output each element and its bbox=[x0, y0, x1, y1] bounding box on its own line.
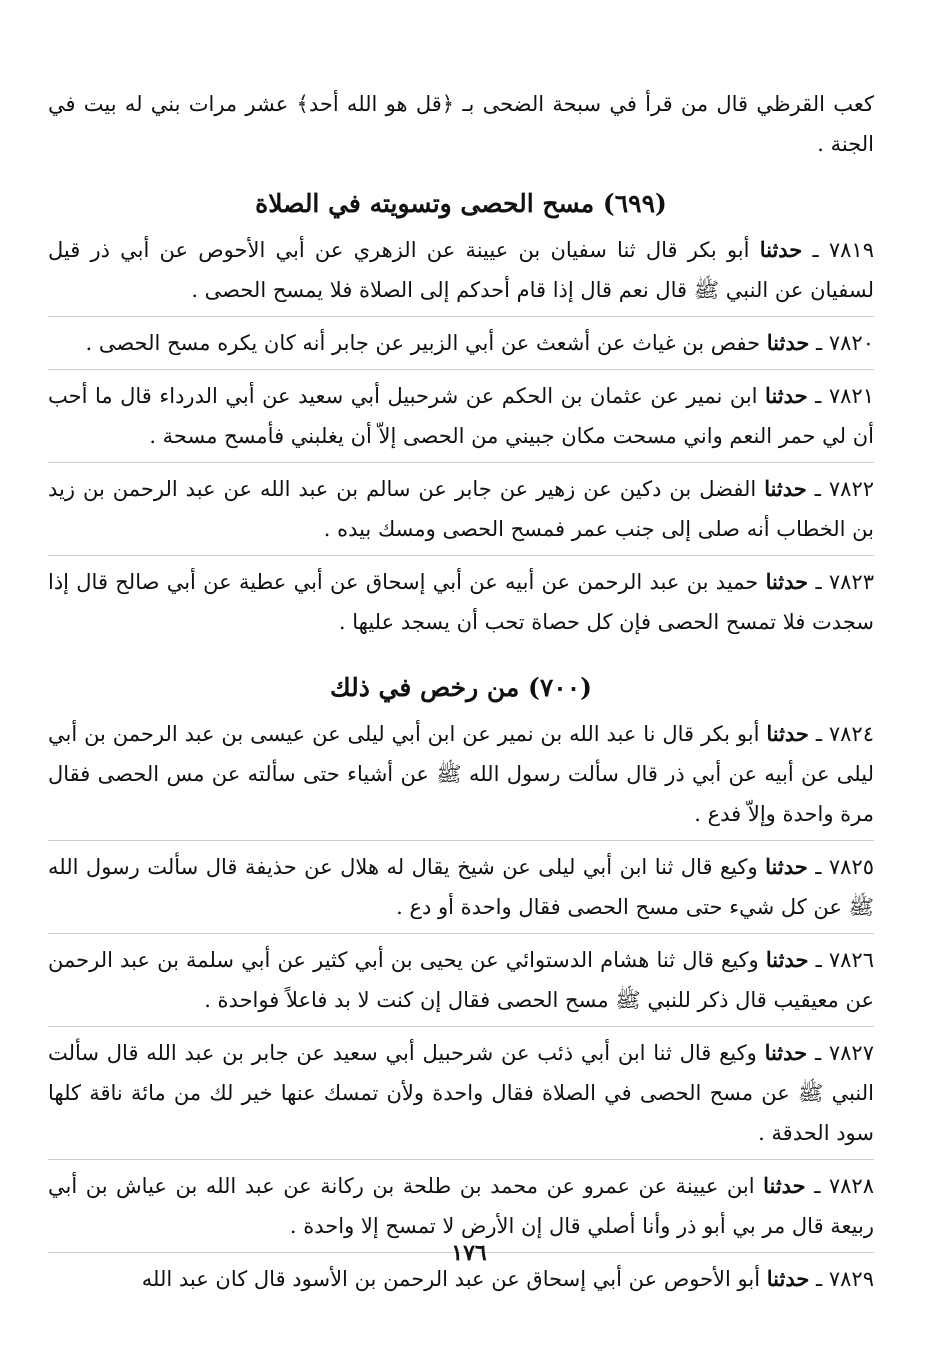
hadith-paragraph bbox=[48, 462, 874, 549]
hadith-paragraph bbox=[48, 316, 874, 363]
hadith-text: الفضل بن دكين عن زهير عن جابر عن سالم بن عبد الله عن عبد الرحمن بن زيد بن الخطاب أنه صلى إلى جنب عمر فمسح الحصى ومسك بيده . bbox=[48, 477, 874, 541]
hadith-text: ابن نمير عن عثمان بن الحكم عن شرحبيل أبي سعيد عن أبي الدرداء قال ما أحب أن لي حمر النعم واني مسحت مكان جبيني من الحصى إلاّ أن يغلبني فأمسح مسحة . bbox=[48, 384, 874, 448]
hadith-verb: حدثنا bbox=[765, 383, 808, 408]
hadith-text: أبو بكر قال نا عبد الله بن نمير عن ابن أبي ليلى عن عيسى بن عبد الرحمن بن أبي ليلى عن أبيه عن أبي ذر قال سألت رسول الله ﷺ عن أشياء حتى سألته عن مس الحصى فقال مرة واحدة وإلاّ فدع . bbox=[48, 722, 874, 826]
hadith-text: أبو الأحوص عن أبي إسحاق عن عبد الرحمن بن الأسود قال كان عبد الله bbox=[141, 1267, 761, 1291]
hadith-number: ٧٨١٩ ـ bbox=[812, 238, 874, 262]
section-heading: (٧٠٠) من رخص في ذلك bbox=[330, 673, 592, 702]
hadith-number: ٧٨٢٧ ـ bbox=[814, 1041, 874, 1065]
hadith-paragraph bbox=[48, 230, 874, 310]
section-2 bbox=[48, 668, 874, 1299]
hadith-number: ٧٨٢٥ ـ bbox=[815, 855, 874, 879]
hadith-paragraph bbox=[48, 369, 874, 456]
hadith-text: حميد بن عبد الرحمن عن أبيه عن أبي إسحاق عن أبي عطية عن أبي صالح قال إذا سجدت فلا تمسح الحصى فإن كل حصاة تحب أن يسجد عليها . bbox=[48, 570, 874, 634]
hadith-number: ٧٨٢٩ ـ bbox=[816, 1267, 874, 1291]
hadith-verb: حدثنا bbox=[764, 1040, 808, 1065]
hadith-verb: حدثنا bbox=[766, 1266, 810, 1291]
hadith-paragraph bbox=[48, 933, 874, 1020]
hadith-verb: حدثنا bbox=[764, 476, 807, 501]
section-1 bbox=[48, 184, 874, 642]
hadith-number: ٧٨٢٢ ـ bbox=[814, 477, 875, 501]
hadith-paragraph bbox=[48, 714, 874, 834]
hadith-verb: حدثنا bbox=[763, 1173, 806, 1198]
hadith-verb: حدثنا bbox=[759, 237, 803, 262]
hadith-number: ٧٨٢٠ ـ bbox=[816, 331, 874, 355]
hadith-text: أبو بكر قال ثنا سفيان بن عيينة عن الزهري عن أبي الأحوص عن أبي ذر قيل لسفيان عن النبي ﷺ قال نعم قال إذا قام أحدكم إلى الصلاة فلا يمسح الحصى . bbox=[48, 238, 874, 302]
hadith-paragraph bbox=[48, 1026, 874, 1153]
hadith-text: وكيع قال ثنا هشام الدستوائي عن يحيى بن أبي كثير عن أبي سلمة بن عبد الرحمن عن معيقيب قال ذكر للنبي ﷺ مسح الحصى فقال إن كنت لا بد فاعلاً فواحدة . bbox=[48, 948, 874, 1012]
hadith-number: ٧٨٢٤ ـ bbox=[815, 722, 874, 746]
hadith-verb: حدثنا bbox=[765, 854, 808, 879]
hadith-text: حفص بن غياث عن أشعث عن أبي الزبير عن جابر أنه كان يكره مسح الحصى . bbox=[85, 331, 761, 355]
page-content bbox=[48, 84, 874, 1305]
hadith-text: ابن عيينة عن عمرو عن محمد بن طلحة بن ركانة عن عبد الله بن عياش بن أبي ربيعة قال مر بي أبو ذر وأنا أصلي قال إن الأرض لا تمسح إلا واحدة . bbox=[48, 1174, 874, 1238]
hadith-paragraph bbox=[48, 1159, 874, 1246]
hadith-number: ٧٨٢٨ ـ bbox=[814, 1174, 874, 1198]
hadith-text: وكيع قال ثنا ابن أبي ذئب عن شرحبيل أبي سعيد عن جابر بن عبد الله قال سألت النبي ﷺ عن مسح الحصى في الصلاة فقال واحدة ولأن تمسك عنها خير لك من مائة ناقة كلها سود الحدقة . bbox=[48, 1041, 874, 1145]
hadith-text: وكيع قال ثنا ابن أبي ليلى عن شيخ يقال له هلال عن حذيفة قال سألت رسول الله ﷺ عن كل شيء حتى مسح الحصى فقال واحدة أو دع . bbox=[48, 855, 874, 919]
hadith-verb: حدثنا bbox=[766, 721, 809, 746]
hadith-number: ٧٨٢٣ ـ bbox=[815, 570, 874, 594]
hadith-paragraph bbox=[48, 555, 874, 642]
intro-line: كعب القرظي قال من قرأ في سبحة الضحى بـ ﴿قل هو الله أحد﴾ عشر مرات بني له بيت في الجنة . bbox=[48, 92, 874, 156]
hadith-paragraph bbox=[48, 840, 874, 927]
hadith-number: ٧٨٢١ ـ bbox=[815, 384, 874, 408]
page-number: ١٧٦ bbox=[451, 1240, 487, 1266]
hadith-number: ٧٨٢٦ ـ bbox=[815, 948, 874, 972]
hadith-verb: حدثنا bbox=[765, 947, 809, 972]
hadith-verb: حدثنا bbox=[765, 569, 809, 594]
section-heading: (٦٩٩) مسح الحصى وتسويته في الصلاة bbox=[255, 189, 667, 218]
hadith-verb: حدثنا bbox=[766, 330, 810, 355]
